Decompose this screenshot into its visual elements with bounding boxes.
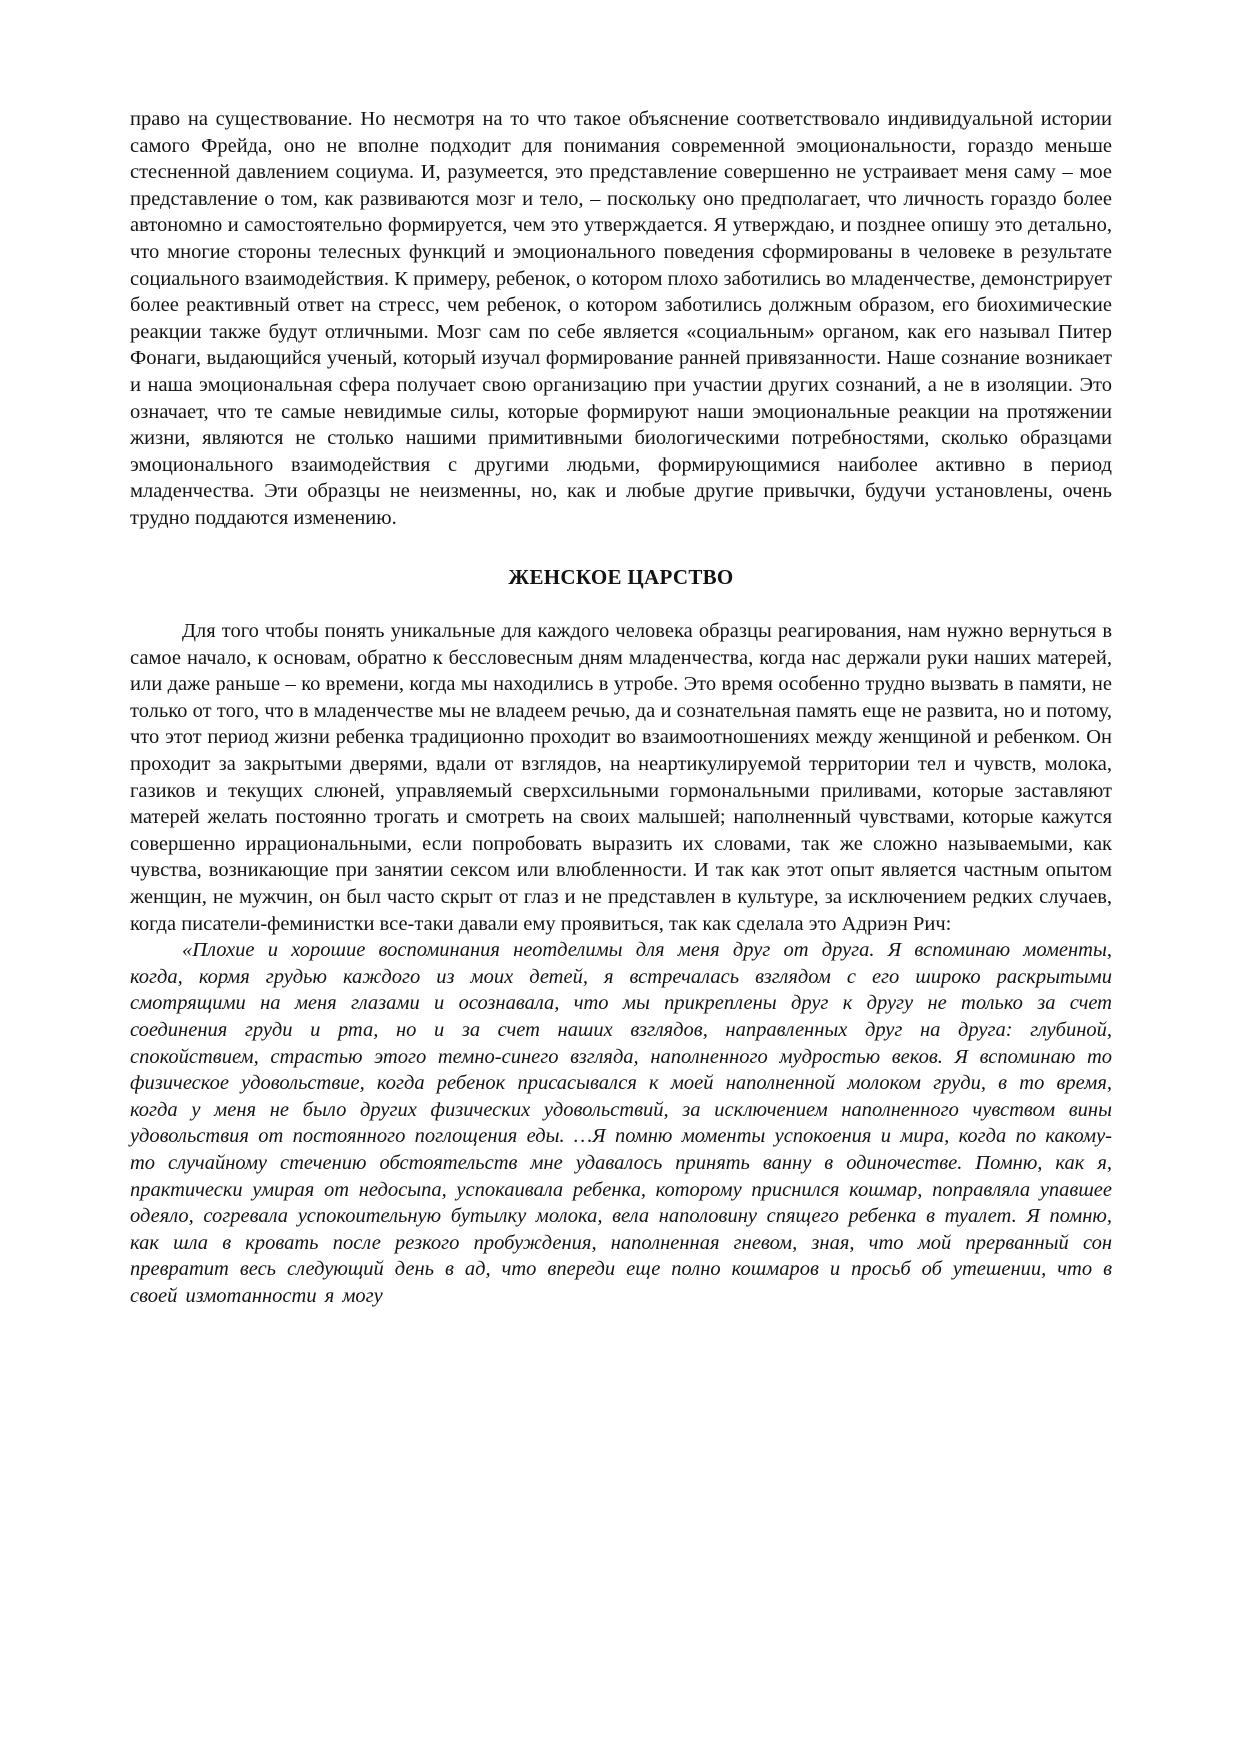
- quote-paragraph: «Плохие и хорошие воспоминания неотделимы для меня друг от друга. Я вспоминаю моменты, когда, кормя грудью каждого из моих детей, я встречалась взглядом с его широко раскрытыми смотрящими на меня глазами и осознавала, что мы прикреплены друг к другу не только за счет соединения груди и рта, но и за счет наших взглядов, направленных друг на друга: глубиной, спокойствием, страстью этого темно-синего взгляда, наполненного мудростью веков. Я вспоминаю то физическое удовольствие, когда ребенок присасывался к моей наполненной молоком груди, в то время, когда у меня не было других физических удовольствий, за исключением наполненного чувством вины удовольствия от постоянного поглощения еды. …Я помню моменты успокоения и мира, когда по какому-то случайному стечению обстоятельств мне удавалось принять ванну в одиночестве. Помню, как я, практически умирая от недосыпа, успокаивала ребенка, которому приснился кошмар, поправляла упавшее одеяло, согревала успокоительную бутылку молока, вела наполовину спящего ребенка в туалет. Я помню, как шла в кровать после резкого пробуждения, наполненная гневом, зная, что мой прерванный сон превратит весь следующий день в ад, что впереди еще полно кошмаров и просьб об утешении, что в своей измотанности я могу: [130, 939, 1112, 1307]
- body-paragraph-continuation: право на существование. Но несмотря на то что такое объяснение соответствовало индивидуальной истории самого Фрейда, оно не вполне подходит для понимания современной эмоциональности, гораздо меньше стесненной давлением социума. И, разумеется, это представление совершенно не устраивает меня саму – мое представление о том, как развиваются мозг и тело, – поскольку оно предполагает, что личность гораздо более автономно и самостоятельно формируется, чем это утверждается. Я утверждаю, и позднее опишу это детально, что многие стороны телесных функций и эмоционального поведения сформированы в человеке в результате социального взаимодействия. К примеру, ребенок, о котором плохо заботились во младенчестве, демонстрирует более реактивный ответ на стресс, чем ребенок, о котором заботились должным образом, его биохимические реакции также будут отличными. Мозг сам по себе является «социальным» органом, как его называл Питер Фонаги, выдающийся ученый, который изучал формирование ранней привязанности. Наше сознание возникает и наша эмоциональная сфера получает свою организацию при участии других сознаний, а не в изоляции. Это означает, что те самые невидимые силы, которые формируют наши эмоциональные реакции на протяжении жизни, являются не столько нашими примитивными биологическими потребностями, сколько образцами эмоционального взаимодействия с другими людьми, формирующимися наиболее активно в период младенчества. Эти образцы не неизменны, но, как и любые другие привычки, будучи установлены, очень трудно поддаются изменению.: [130, 108, 1112, 529]
- section-heading: ЖЕНСКОЕ ЦАРСТВО: [508, 564, 734, 589]
- body-paragraph: Для того чтобы понять уникальные для каждого человека образцы реагирования, нам нужно вернуться в самое начало, к основам, обратно к бессловесным дням младенчества, когда нас держали руки наших матерей, или даже раньше – ко времени, когда мы находились в утробе. Это время особенно трудно вызвать в памяти, не только от того, что в младенчестве мы не владеем речью, да и сознательная память еще не развита, но и потому, что этот период жизни ребенка традиционно проходит во взаимоотношениях между женщиной и ребенком. Он проходит за закрытыми дверями, вдали от взглядов, на неартикулируемой территории тел и чувств, молока, газиков и текущих слюней, управляемый сверхсильными гормональными приливами, которые заставляют матерей желать постоянно трогать и смотреть на своих малышей; наполненный чувствами, которые кажутся совершенно иррациональными, если попробовать выразить их словами, так же сложно называемыми, как чувства, возникающие при занятии сексом или влюбленности. И так как этот опыт является частным опытом женщин, не мужчин, он был часто скрыт от глаз и не представлен в культуре, за исключением редких случаев, когда писатели-феминистки все-таки давали ему проявиться, так как сделала это Адриэн Рич:: [130, 620, 1112, 935]
